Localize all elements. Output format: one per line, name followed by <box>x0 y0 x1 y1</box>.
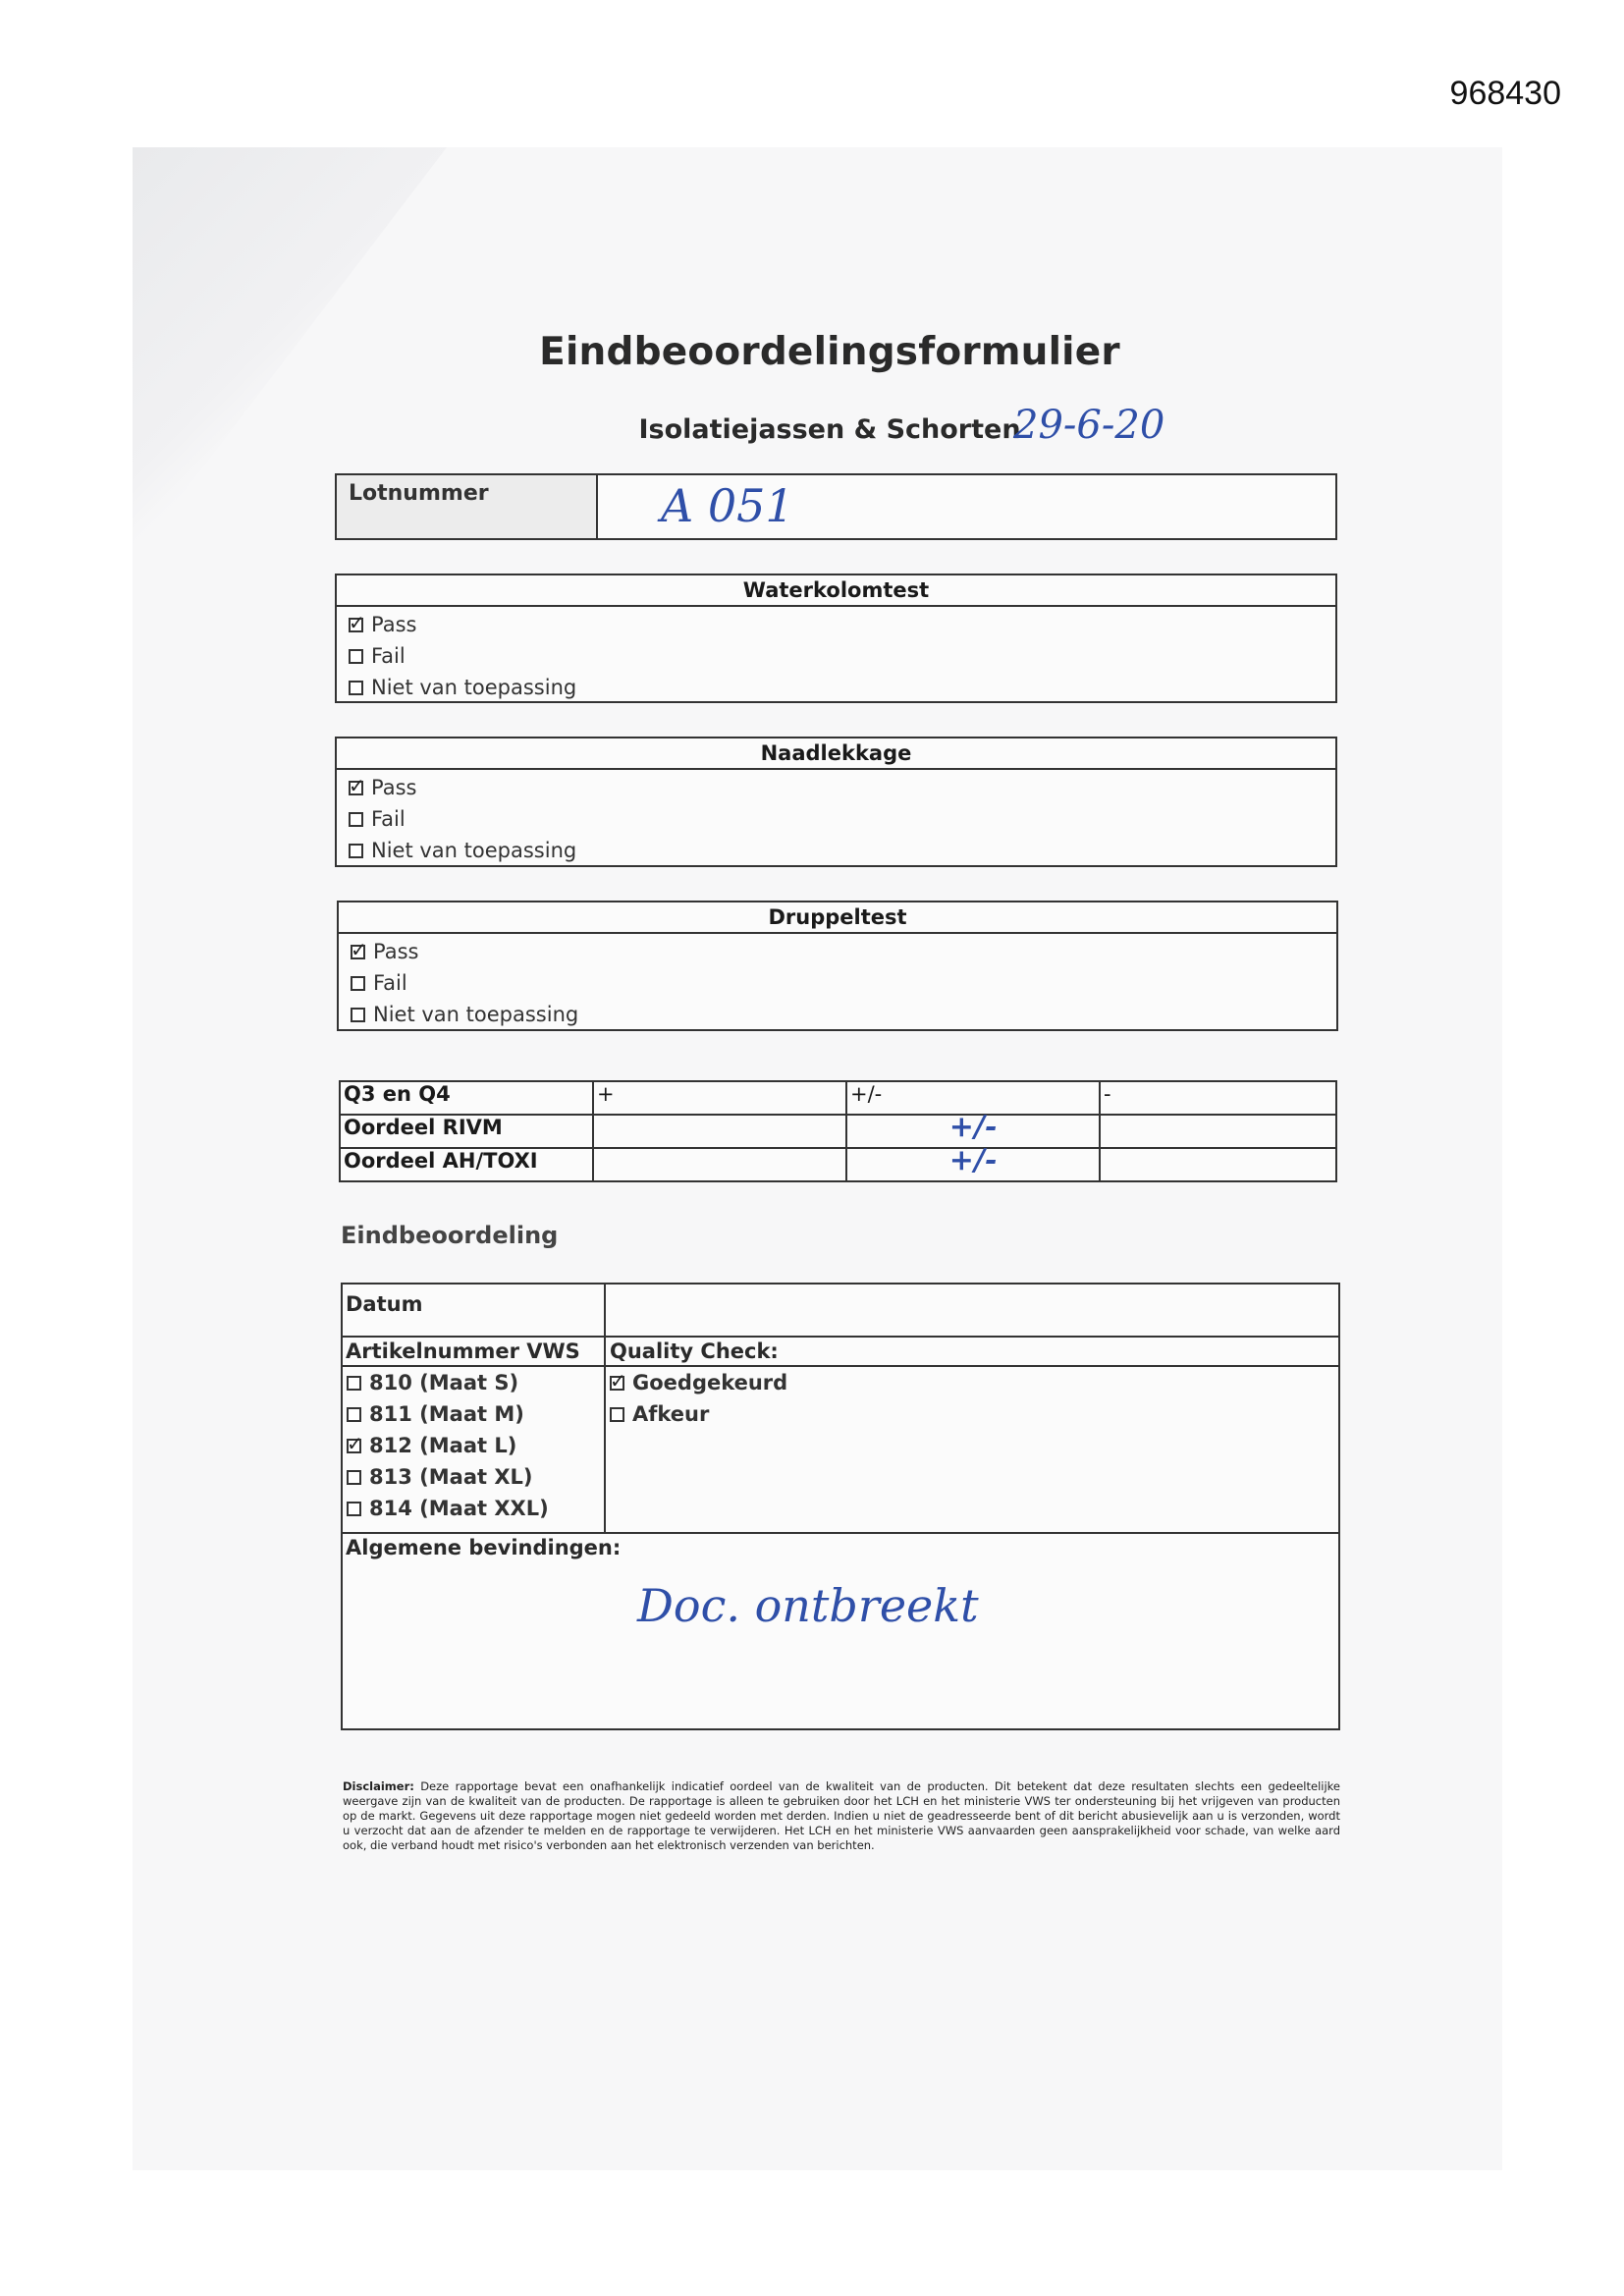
header-cell: Q3 en Q4 <box>340 1081 593 1115</box>
disclaimer <box>343 1779 1340 1853</box>
disclaimer-label: Disclaimer: <box>343 1779 414 1793</box>
checkbox[interactable] <box>347 1502 361 1516</box>
row-label: Oordeel AH/TOXI <box>340 1148 593 1181</box>
checkbox-checked[interactable] <box>349 781 363 795</box>
option-label: Fail <box>373 971 407 995</box>
datum-label: Datum <box>346 1292 423 1316</box>
document-number: 968430 <box>1449 75 1561 112</box>
option-label: Niet van toepassing <box>371 676 577 699</box>
quality-afkeur[interactable] <box>610 1402 709 1426</box>
checkbox[interactable] <box>349 681 363 695</box>
test-title: Druppeltest <box>339 902 1336 934</box>
eindbeoordeling-box <box>341 1283 1340 1730</box>
option-pass[interactable] <box>349 776 416 799</box>
artikel-814[interactable] <box>347 1497 549 1520</box>
checkbox[interactable] <box>347 1376 361 1391</box>
handwritten-date: 29-6-20 <box>1013 403 1165 448</box>
checkbox[interactable] <box>351 1008 365 1022</box>
test-title: Waterkolomtest <box>337 575 1335 607</box>
form-subtitle <box>0 414 1624 445</box>
option-niet-van-toepassing[interactable] <box>351 1003 578 1026</box>
option-label: Fail <box>371 807 406 831</box>
checkbox[interactable] <box>347 1470 361 1485</box>
option-label: 811 (Maat M) <box>369 1402 524 1426</box>
table-cell <box>1100 1148 1336 1181</box>
option-niet-van-toepassing[interactable] <box>349 676 576 699</box>
option-label: Goedgekeurd <box>632 1371 788 1394</box>
form-title: Eindbeoordelingsformulier <box>539 330 1120 374</box>
checkbox-checked[interactable] <box>610 1376 624 1391</box>
algemene-bevindingen-label: Algemene bevindingen: <box>346 1536 622 1559</box>
artikel-812[interactable] <box>347 1434 516 1457</box>
option-label: Pass <box>371 613 417 636</box>
option-fail[interactable] <box>349 644 406 668</box>
table-cell <box>593 1115 846 1148</box>
header-cell: - <box>1100 1081 1336 1115</box>
checkbox-checked[interactable] <box>347 1439 361 1453</box>
test-waterkolomtest <box>335 574 1337 703</box>
checkbox[interactable] <box>610 1407 624 1422</box>
checkbox[interactable] <box>349 649 363 664</box>
checkbox-checked[interactable] <box>349 618 363 632</box>
quality-goedgekeurd[interactable] <box>610 1371 787 1394</box>
disclaimer-text: Deze rapportage bevat een onafhankelijk indicatief oordeel van de kwaliteit van de producten. Dit betekent dat deze resultaten slechts een gedeeltelijke weergave zijn van de kwaliteit van de producten. De rapportage is alleen te gebruiken door het LCH en het ministerie VWS ter ondersteuning bij het vrijgeven van producten op de markt. Gegevens uit deze rapportage mogen niet gedeeld worden met derden. Indien u niet de geadresseerde bent of dit bericht abusievelijk aan u is verzonden, wordt u verzocht dat aan de afzender te melden en de rapportage te verwijderen. Het LCH en het ministerie VWS aanvaarden geen aansprakelijkheid voor schade, van welke aard ook, die verband houdt met risico's verbonden aan het elektronisch verzenden van berichten. <box>343 1779 1341 1852</box>
row-divider <box>343 1365 1338 1367</box>
row-divider <box>343 1336 1338 1338</box>
option-label: Niet van toepassing <box>373 1003 579 1026</box>
checkbox[interactable] <box>347 1407 361 1422</box>
lotnummer-label: Lotnummer <box>337 475 598 538</box>
option-pass[interactable] <box>351 940 418 963</box>
test-title: Naadlekkage <box>337 738 1335 770</box>
header-cell: +/- <box>846 1081 1100 1115</box>
option-label: 814 (Maat XXL) <box>369 1497 549 1520</box>
checkbox-checked[interactable] <box>351 945 365 959</box>
bevindingen-handwritten: Doc. ontbreekt <box>637 1579 979 1632</box>
checkbox[interactable] <box>349 844 363 858</box>
table-header-row <box>340 1081 1336 1115</box>
option-label: Pass <box>371 776 417 799</box>
test-druppeltest <box>337 901 1338 1031</box>
option-fail[interactable] <box>349 807 406 831</box>
table-row <box>340 1115 1336 1148</box>
handwritten-mark: +/- <box>948 1110 998 1144</box>
artikel-811[interactable] <box>347 1402 524 1426</box>
header-cell: + <box>593 1081 846 1115</box>
option-label: Fail <box>371 644 406 668</box>
subtitle-text: Isolatiejassen & Schorten <box>638 414 1021 445</box>
table-row <box>340 1148 1336 1181</box>
option-label: Afkeur <box>632 1402 710 1426</box>
option-label: 812 (Maat L) <box>369 1434 517 1457</box>
artikel-810[interactable] <box>347 1371 518 1394</box>
row-label: Oordeel RIVM <box>340 1115 593 1148</box>
option-pass[interactable] <box>349 613 416 636</box>
option-label: 813 (Maat XL) <box>369 1465 533 1489</box>
artikel-813[interactable] <box>347 1465 533 1489</box>
handwritten-mark: +/- <box>948 1143 998 1177</box>
row-divider <box>343 1532 1338 1534</box>
checkbox[interactable] <box>351 976 365 991</box>
quality-check-label: Quality Check: <box>610 1339 779 1363</box>
option-label: Niet van toepassing <box>371 839 577 862</box>
option-niet-van-toepassing[interactable] <box>349 839 576 862</box>
table-cell <box>1100 1115 1336 1148</box>
table-cell <box>593 1148 846 1181</box>
column-divider <box>604 1285 606 1534</box>
eindbeoordeling-heading: Eindbeoordeling <box>341 1222 559 1249</box>
test-naadlekkage <box>335 737 1337 867</box>
option-fail[interactable] <box>351 971 407 995</box>
lotnummer-value: A 051 <box>661 479 794 532</box>
option-label: Pass <box>373 940 419 963</box>
lotnummer-row <box>335 473 1337 540</box>
option-label: 810 (Maat S) <box>369 1371 519 1394</box>
table-cell <box>846 1143 1100 1181</box>
checkbox[interactable] <box>349 812 363 827</box>
oordeel-table <box>339 1080 1337 1182</box>
artikelnummer-label: Artikelnummer VWS <box>346 1339 580 1363</box>
